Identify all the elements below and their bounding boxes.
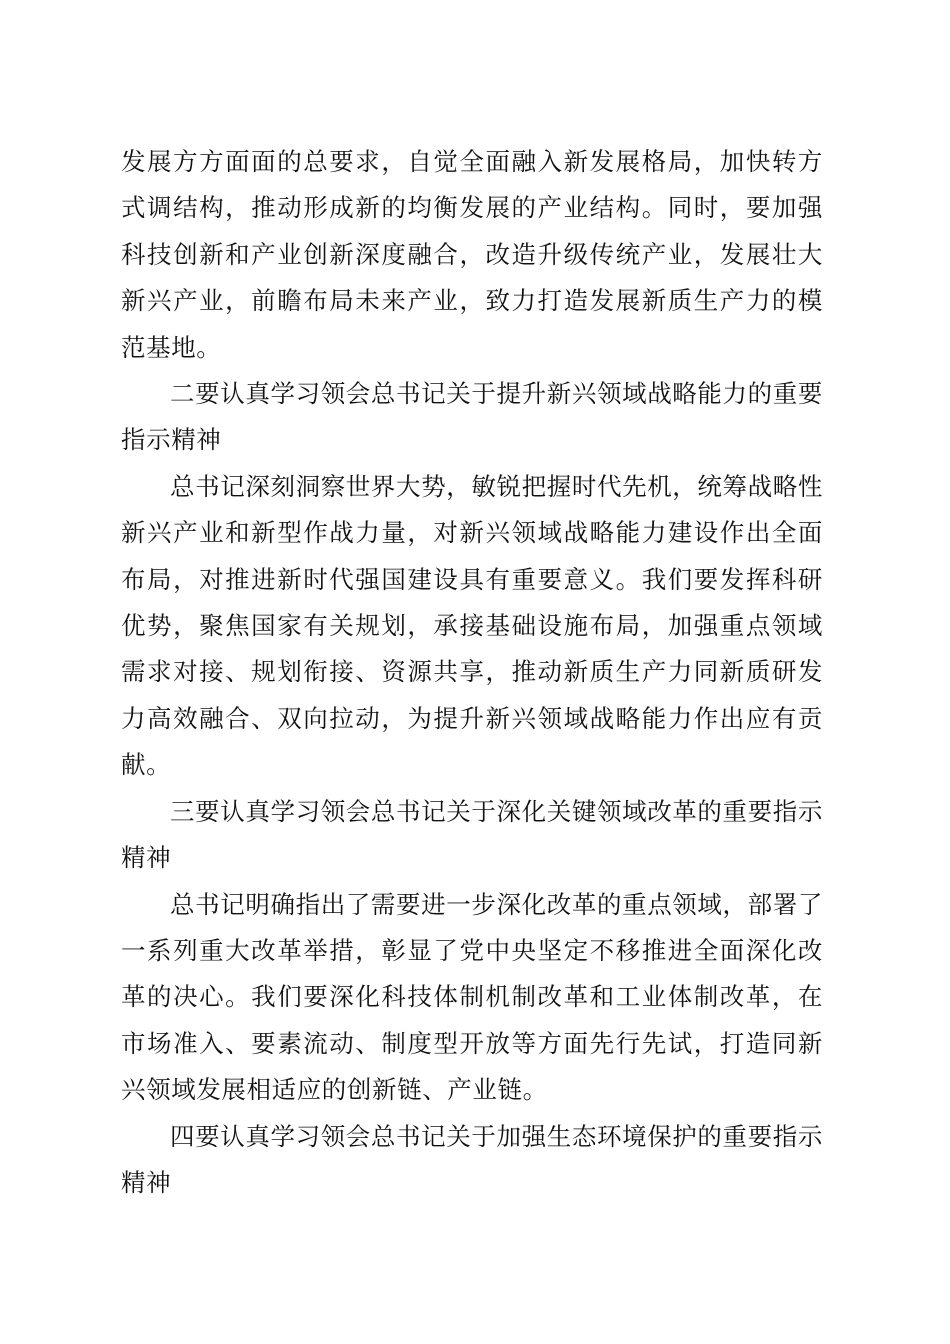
- paragraph-body-2: 总书记深刻洞察世界大势，敏锐把握时代先机，统筹战略性新兴产业和新型作战力量，对新兴领域战略能力建设作出全面布局，对推进新时代强国建设具有重要意义。我们要发挥科研优势，聚焦国家有关规划，承接基础设施布局，加强重点领域需求对接、规划衔接、资源共享，推动新质生产力同新质研发力高效融合、双向拉动，为提升新兴领域战略能力作出应有贡献。: [121, 471, 823, 780]
- section-heading-2: 二要认真学习领会总书记关于提升新兴领域战略能力的重要指示精神: [121, 379, 823, 455]
- section-heading-3: 三要认真学习领会总书记关于深化关键领域改革的重要指示精神: [121, 796, 823, 873]
- document-body: [121, 139, 823, 1206]
- section-heading-4: 四要认真学习领会总书记关于加强生态环境保护的重要指示精神: [121, 1121, 823, 1197]
- paragraph-body-continuation: 发展方方面面的总要求，自觉全面融入新发展格局，加快转方式调结构，推动形成新的均衡发展的产业结构。同时，要加强科技创新和产业创新深度融合，改造升级传统产业，发展壮大新兴产业，前瞻布局未来产业，致力打造发展新质生产力的模范基地。: [121, 147, 823, 362]
- paragraph-body-3: 总书记明确指出了需要进一步深化改革的重点领域，部署了一系列重大改革举措，彰显了党中央坚定不移推进全面深化改革的决心。我们要深化科技体制机制改革和工业体制改革，在市场准入、要素流动、制度型开放等方面先行先试，打造同新兴领域发展相适应的创新链、产业链。: [121, 889, 823, 1105]
